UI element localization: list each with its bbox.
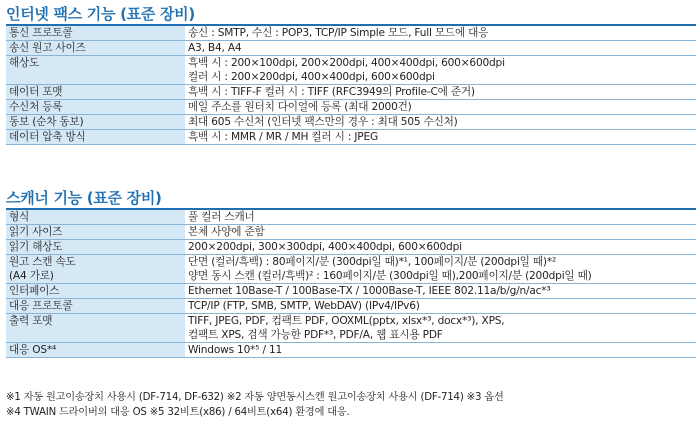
spec-row <box>6 130 696 145</box>
spec-row <box>6 41 696 56</box>
fax-spec-table <box>6 26 696 145</box>
spec-value <box>185 26 696 41</box>
spec-label-text: 원고 스캔 속도 <box>9 256 76 268</box>
spec-label-text: 읽기 해상도 <box>9 241 63 253</box>
spec-label-text: 대응 OS*⁴ <box>9 344 57 356</box>
spec-label-text: 송신 원고 사이즈 <box>9 42 86 54</box>
spec-value-line: 흑백 시 : TIFF-F 컬러 시 : TIFF (RFC3949의 Profile-C에 준거) <box>188 86 475 98</box>
scanner-section <box>6 188 696 358</box>
spec-row <box>6 255 696 284</box>
spec-row <box>6 343 696 358</box>
spec-label <box>6 115 185 130</box>
spec-value-line: TIFF, JPEG, PDF, 컴팩트 PDF, OOXML(pptx, xlsx*³, docx*³), XPS, <box>188 315 505 327</box>
footnote-line: ※1 자동 원고이송장치 사용시 (DF-714, DF-632) ※2 자동 양면동시스캔 원고이송장치 사용시 (DF-714) ※3 옵션 <box>6 392 504 403</box>
spec-value <box>185 299 696 314</box>
spec-label <box>6 225 185 240</box>
spec-row <box>6 299 696 314</box>
spec-row <box>6 100 696 115</box>
spec-value-line: 양면 동시 스캔 (컬러/흑백)² : 160페이지/분 (300dpi일 때),200페이지/분 (200dpi일 때) <box>188 270 592 282</box>
spec-value-line: 본체 사양에 준함 <box>188 226 265 238</box>
spec-label <box>6 314 185 343</box>
spec-label <box>6 284 185 299</box>
footnote-line: ※4 TWAIN 드라이버의 대응 OS ※5 32비트(x86) / 64비트(x64) 환경에 대응. <box>6 407 350 418</box>
spec-label-text: 형식 <box>9 211 30 223</box>
spec-label <box>6 255 185 284</box>
spec-value <box>185 343 696 358</box>
spec-label-text: 통신 프로토콜 <box>9 27 73 39</box>
spec-value-line: 단면 (컬러/흑백) : 80페이지/분 (300dpi일 때)*¹, 100페이지/분 (200dpi일 때)*² <box>188 256 556 268</box>
footnotes <box>6 390 696 420</box>
spec-label <box>6 100 185 115</box>
spec-label-text: 대응 프로토콜 <box>9 300 73 312</box>
spec-label <box>6 299 185 314</box>
spec-label-text: 읽기 사이즈 <box>9 226 63 238</box>
spec-label-text: 해상도 <box>9 57 40 69</box>
spec-label <box>6 56 185 85</box>
spec-label-text: 데이터 압축 방식 <box>9 131 86 143</box>
spec-value <box>185 56 696 85</box>
spec-label-text: 출력 포맷 <box>9 315 53 327</box>
spec-value-line: 200×200dpi, 300×300dpi, 400×400dpi, 600×600dpi <box>188 241 462 253</box>
spec-value <box>185 240 696 255</box>
spec-value-line: Windows 10*⁵ / 11 <box>188 344 283 356</box>
spec-label <box>6 41 185 56</box>
spec-row <box>6 225 696 240</box>
spec-label-text: (A4 가로) <box>9 270 54 282</box>
spec-row <box>6 314 696 343</box>
spec-value-line: 풀 컬러 스캐너 <box>188 211 255 223</box>
spec-value-line: 송신 : SMTP, 수신 : POP3, TCP/IP Simple 모드, Full 모드에 대응 <box>188 27 489 39</box>
spec-value <box>185 255 696 284</box>
spec-row <box>6 115 696 130</box>
spec-label <box>6 85 185 100</box>
spec-value <box>185 41 696 56</box>
spec-label <box>6 343 185 358</box>
scanner-section-title: 스캐너 기능 (표준 장비) <box>6 189 162 207</box>
spec-value <box>185 100 696 115</box>
spec-value-line: 흑백 시 : 200×100dpi, 200×200dpi, 400×400dpi, 600×600dpi <box>188 57 505 69</box>
spec-label-text: 인터페이스 <box>9 285 60 297</box>
spec-row <box>6 284 696 299</box>
spec-value <box>185 284 696 299</box>
spec-value <box>185 115 696 130</box>
spec-row <box>6 56 696 85</box>
fax-section <box>6 4 696 145</box>
spec-value <box>185 314 696 343</box>
spec-value <box>185 130 696 145</box>
spec-value-line: A3, B4, A4 <box>188 42 242 54</box>
spec-value-line: Ethernet 10Base-T / 100Base-TX / 1000Base-T, IEEE 802.11a/b/g/n/ac*³ <box>188 285 551 297</box>
spec-row <box>6 85 696 100</box>
scanner-spec-table <box>6 210 696 358</box>
spec-row <box>6 26 696 41</box>
spec-label-text: 동보 (순차 동보) <box>9 116 84 128</box>
spec-label-text: 데이터 포맷 <box>9 86 63 98</box>
spec-value-line: 흑백 시 : MMR / MR / MH 컬러 시 : JPEG <box>188 131 378 143</box>
spec-row <box>6 240 696 255</box>
spec-label <box>6 240 185 255</box>
spec-value-line: TCP/IP (FTP, SMB, SMTP, WebDAV) (IPv4/IPv6) <box>188 300 420 312</box>
spec-label-text: 수신처 등록 <box>9 101 63 113</box>
spec-label <box>6 130 185 145</box>
spec-value-line: 메일 주소를 원터치 다이얼에 등록 (최대 2000건) <box>188 101 412 113</box>
spec-row <box>6 210 696 225</box>
spec-value <box>185 210 696 225</box>
spec-value-line: 컬러 시 : 200×200dpi, 400×400dpi, 600×600dpi <box>188 71 435 83</box>
fax-section-title: 인터넷 팩스 기능 (표준 장비) <box>6 5 195 23</box>
spec-label <box>6 26 185 41</box>
spec-value-line: 최대 605 수신처 (인터넷 팩스만의 경우 : 최대 505 수신처) <box>188 116 458 128</box>
spec-value-line: 컴팩트 XPS, 검색 가능한 PDF*³, PDF/A, 웹 표시용 PDF <box>188 329 443 341</box>
spec-label <box>6 210 185 225</box>
spec-value <box>185 85 696 100</box>
spec-value <box>185 225 696 240</box>
